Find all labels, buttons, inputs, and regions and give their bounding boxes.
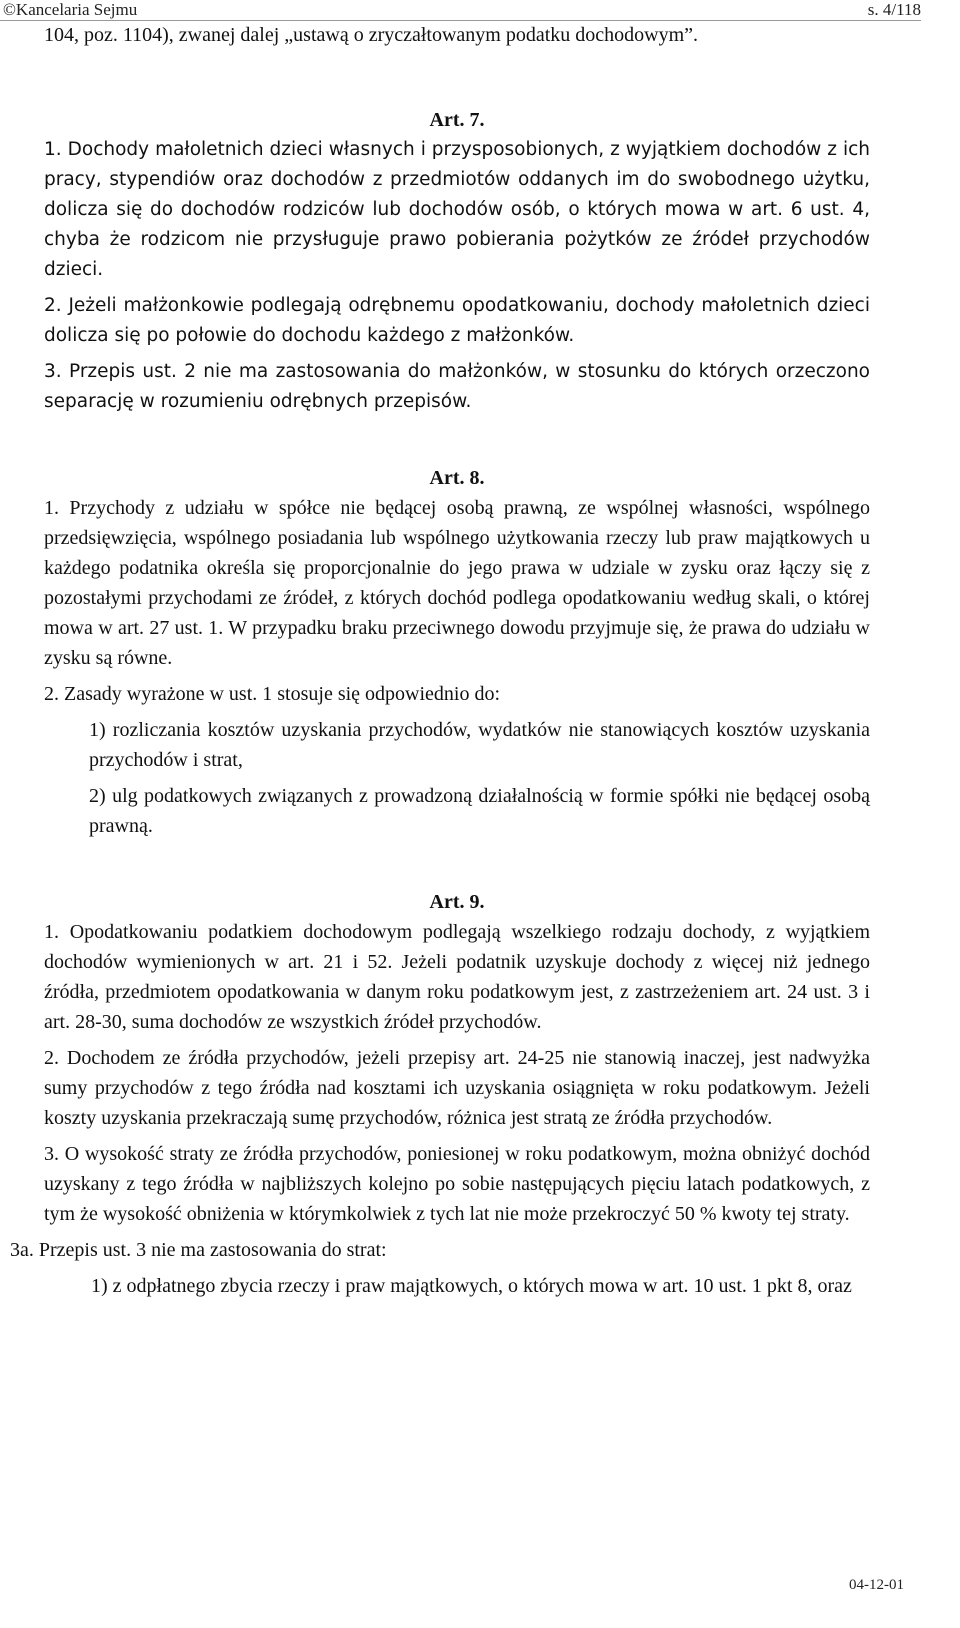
document-body — [10, 20, 870, 1301]
article-8-title: Art. 8. — [429, 467, 485, 489]
article-9-paragraph-3: 3. O wysokość straty ze źródła przychodów, poniesionej w roku podatkowym, można obniżyć dochód uzyskany z tego źródła w najbliższych kolejno po sobie następujących pięciu latach podatkowych, z tym że wysokość obniżenia w którymkolwiek z tych lat nie może przekroczyć 50 % kwoty tej straty. — [44, 1143, 870, 1225]
article-8-paragraph-2: 2. Zasady wyrażone w ust. 1 stosuje się odpowiednio do: — [44, 683, 501, 705]
article-9 — [10, 917, 870, 1301]
article-9-paragraph-2: 2. Dochodem ze źródła przychodów, jeżeli przepisy art. 24-25 nie stanowią inaczej, jest nadwyżka sumy przychodów z tego źródła nad kosztami ich uzyskania osiągnięta w roku podatkowym. Jeżeli koszty uzyskania przekraczają sumę przychodów, różnica jest stratą ze źródła przychodów. — [44, 1047, 870, 1129]
article-9-paragraph-1: 1. Opodatkowaniu podatkiem dochodowym podlegają wszelkiego rodzaju dochody, z wyjątkiem dochodów wymienionych w art. 21 i 52. Jeżeli podatnik uzyskuje dochody z więcej niż jednego źródła, przedmiotem opodatkowania w danym roku podatkowym jest, z zastrzeżeniem art. 24 ust. 3 i art. 28-30, suma dochodów ze wszystkich źródeł przychodów. — [44, 921, 870, 1033]
article-9-title: Art. 9. — [429, 891, 485, 913]
footer-date: 04-12-01 — [849, 1577, 904, 1593]
article-7-paragraph-1: 1. Dochody małoletnich dzieci własnych i przysposobionych, z wyjątkiem dochodów z ich pracy, stypendiów oraz dochodów z przedmiotów oddanych im do swobodnego użytku, dolicza się do dochodów rodziców lub dochodów osób, o których mowa w art. 6 ust. 4, chyba że rodzicom nie przysługuje prawo pobierania pożytków ze źródeł przychodów dzieci. — [44, 139, 870, 280]
article-8-paragraph-1: 1. Przychody z udziału w spółce nie będącej osobą prawną, ze wspólnej własności, wspólnego przedsięwzięcia, wspólnego posiadania lub wspólnego użytkowania rzeczy lub praw majątkowych u każdego podatnika określa się proporcjonalnie do jego prawa w udziale w zysku oraz łączy się z pozostałymi przychodami ze źródeł, z których dochód podlega opodatkowaniu według skali, o której mowa w art. 27 ust. 1. W przypadku braku przeciwnego dowodu przyjmuje się, że prawa do udziału w zysku są równe. — [44, 497, 870, 669]
article-7-paragraph-3: 3. Przepis ust. 2 nie ma zastosowania do małżonków, w stosunku do których orzeczono separację w rozumieniu odrębnych przepisów. — [44, 361, 870, 412]
article-8-point-2: 2) ulg podatkowych związanych z prowadzoną działalnością w formie spółki nie będącej osobą prawną. — [89, 785, 870, 837]
article-7-title: Art. 7. — [429, 109, 485, 131]
article-9-point-1: 1) z odpłatnego zbycia rzeczy i praw majątkowych, o których mowa w art. 10 ust. 1 pkt 8, oraz — [91, 1275, 852, 1297]
article-7 — [44, 135, 870, 417]
article-7-paragraph-2: 2. Jeżeli małżonkowie podlegają odrębnemu opodatkowaniu, dochody małoletnich dzieci dolicza się po połowie do dochodu każdego z małżonków. — [44, 295, 870, 346]
header-page-number: s. 4/118 — [867, 0, 921, 19]
article-8 — [44, 493, 870, 841]
header-publisher: ©Kancelaria Sejmu — [3, 0, 138, 19]
intro-paragraph: 104, poz. 1104), zwanej dalej „ustawą o zryczałtowanym podatku dochodowym”. — [44, 24, 699, 46]
article-8-point-1: 1) rozliczania kosztów uzyskania przychodów, wydatków nie stanowiących kosztów uzyskania przychodów i strat, — [89, 719, 870, 771]
article-9-paragraph-3a: 3a. Przepis ust. 3 nie ma zastosowania do strat: — [10, 1239, 387, 1261]
